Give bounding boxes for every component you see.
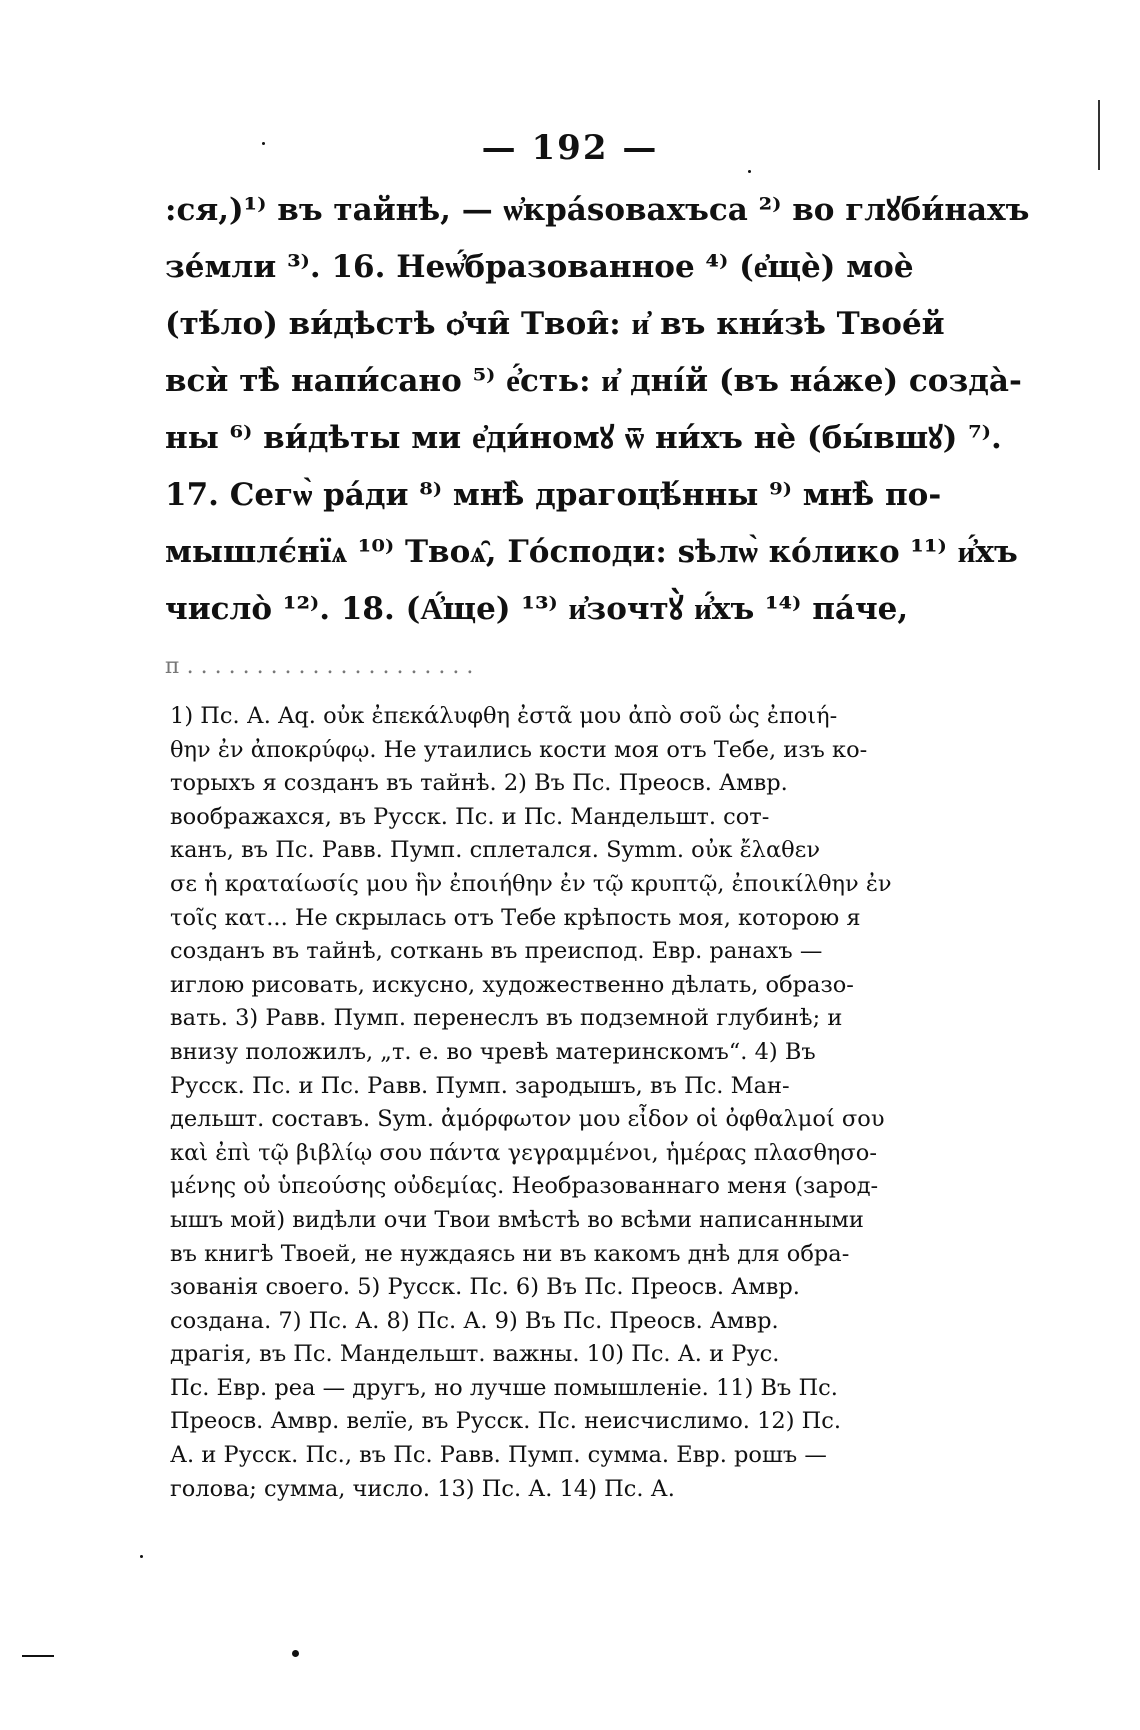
footnote-line: воображахся, въ Русск. Пс. и Пс. Мандельшт. сот-	[170, 803, 770, 830]
footnote-line: ышъ мой) видѣли очи Твои вмѣстѣ во всѣми написанными	[170, 1206, 864, 1233]
footnote-line: въ книгѣ Твоей, не нуждаясь ни въ какомъ днѣ для обра-	[170, 1240, 850, 1267]
scan-speck	[140, 1555, 143, 1558]
footnote-line: внизу положилъ, „т. е. во чревѣ материнскомъ“. 4) Въ	[170, 1038, 816, 1065]
main-text-line: :ся,)¹⁾ въ тайнѣ, — ѡ̓кра́ѕовахъса ²⁾ во глꙋби́нахъ	[165, 192, 1030, 228]
footnote-line: зованія своего. 5) Русск. Пс. 6) Въ Пс. Преосв. Амвр.	[170, 1274, 800, 1301]
main-text-line: число̀ ¹²⁾. 18. (А҆́ще) ¹³⁾ и҆зочтꙋ̀ и҆́хъ ¹⁴⁾ па́че,	[165, 591, 909, 627]
footnote-line: θην ἐν ἀποκρύφῳ. Не утаились кости моя отъ Тебе, изъ ко-	[170, 736, 868, 763]
footnote-line: канъ, въ Пс. Равв. Пумп. сплетался. Symm. οὐκ ἔλαθεν	[170, 837, 821, 864]
main-text-line: 17. Сегѡ̀ ра́ди ⁸⁾ мнѣ̀ драгоцѣ́нны ⁹⁾ мнѣ̀ по-	[165, 477, 942, 513]
footnote-line: σε ἡ κραταίωσίς μου ἣν ἐποιήθην ἐν τῷ κρυπτῷ, ἐποικίλθην ἐν	[170, 870, 892, 897]
footnote-line: Преосв. Амвр. велїе, въ Русск. Пс. неисчислимо. 12) Пс.	[170, 1408, 842, 1435]
main-text	[165, 182, 1035, 695]
page-number: — 192 —	[481, 128, 659, 168]
footnote-line: А. и Русск. Пс., въ Пс. Равв. Пумп. сумма. Евр. рошъ —	[170, 1442, 827, 1469]
main-text-line: всѝ тѣ̀ напи́сано ⁵⁾ е҆́сть: и҆ дні́й (въ на́же) созда̀-	[165, 363, 1022, 399]
footnote-line: драгія, въ Пс. Мандельшт. важны. 10) Пс. А. и Рус.	[170, 1341, 780, 1368]
footnote-line: 1) Пс. А. Aq. οὐκ ἐπεκάλυφθη ἐστᾶ μου ἀπὸ σοῦ ὡς ἐποιή-	[170, 703, 838, 729]
footnote-line: μένης οὐ ὑπεούσης οὐδεμίας. Необразованнаго меня (зарод-	[170, 1173, 879, 1200]
scan-dot	[292, 1650, 299, 1657]
scan-speck	[748, 170, 751, 173]
scan-speck	[262, 142, 265, 145]
footnote-line: торыхъ я созданъ въ тайнѣ. 2) Въ Пс. Преосв. Амвр.	[170, 770, 788, 797]
main-text-line: зе́мли ³⁾. 16. Неѡ̓́бразованное ⁴⁾ (е҆щѐ) моѐ	[165, 249, 914, 285]
main-text-line: ны ⁶⁾ ви́дѣты ми е҆ди́номꙋ ѿ ни́хъ нѐ (бы́вшꙋ) ⁷⁾.	[165, 420, 1002, 456]
footnote-line: дельшт. составъ. Sym. ἀμόρφωτον μου εἶδον οἱ ὀφθαλμοί σου	[170, 1106, 885, 1133]
footnote-line: καὶ ἐπὶ τῷ βιβλίῳ σου πάντα γεγραμμένοι, ἡμέρας πλασθησο-	[170, 1139, 877, 1166]
footnote-line: голова; сумма, число. 13) Пс. А. 14) Пс. А.	[170, 1475, 675, 1502]
scan-speck	[1098, 100, 1100, 170]
footnote-line: иглою рисовать, искусно, художественно дѣлать, образо-	[170, 971, 854, 998]
footnotes	[170, 700, 1035, 1506]
footnote-line: вать. 3) Равв. Пумп. перенеслъ въ подземной глубинѣ; и	[170, 1005, 843, 1032]
main-text-line-faint: п . . . . . . . . . . . . . . . . . . . . .	[165, 654, 474, 679]
footnote-line: τοῖς κατ... Не скрылась отъ Тебе крѣпость моя, которою я	[170, 904, 861, 931]
footnote-line: Русск. Пс. и Пс. Равв. Пумп. зародышъ, въ Пс. Ман-	[170, 1072, 790, 1099]
main-text-line: мышлє́нїѧ ¹⁰⁾ Твоѧ̑, Го́споди: ѕѣлѡ̀ ко́лико ¹¹⁾ и҆́хъ	[165, 534, 1018, 570]
footnote-line: создана. 7) Пс. А. 8) Пс. А. 9) Въ Пс. Преосв. Амвр.	[170, 1307, 779, 1334]
footnote-line: созданъ въ тайнѣ, соткань въ преиспод. Евр. ранахъ —	[170, 938, 823, 965]
scan-dash	[22, 1655, 54, 1657]
footnote-line: Пс. Евр. реа — другъ, но лучше помышленіе. 11) Въ Пс.	[170, 1374, 838, 1401]
main-text-line: (тѣ́ло) ви́дѣстѣ ѻ҆чи̑ Твои̑: и҆ въ кни́зѣ Твое́й	[165, 306, 945, 342]
